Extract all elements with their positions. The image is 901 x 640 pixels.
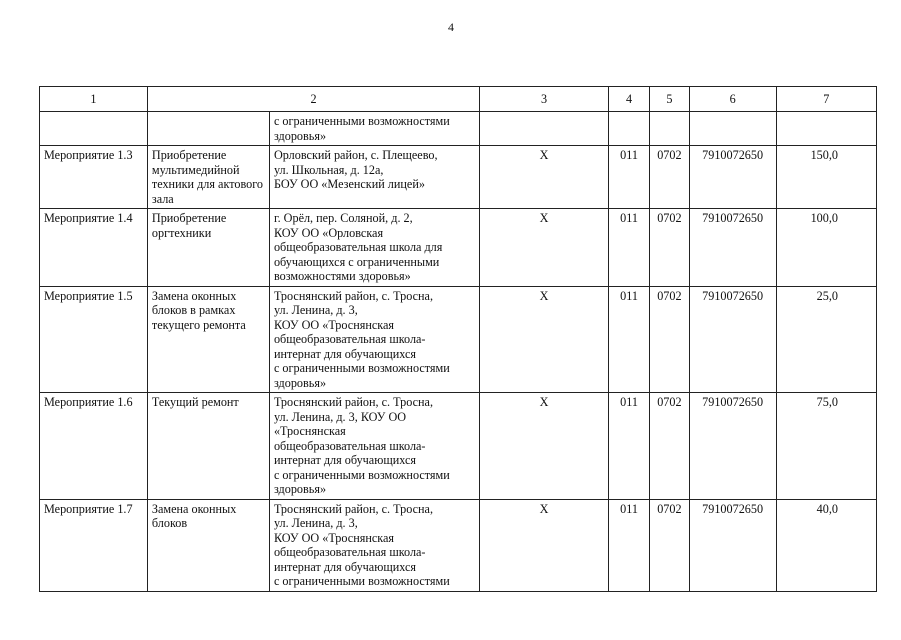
cell-event: Мероприятие 1.5 [40,286,148,393]
cell-csr: 7910072650 [689,286,776,393]
cell-amount: 25,0 [776,286,876,393]
header-cell-1: 1 [40,87,148,112]
cell-grbs: 011 [608,499,649,591]
cell-name: Замена оконных блоков [147,499,269,591]
header-row [40,87,877,112]
cell-name: Замена оконных блоков в рамках текущего ремонта [147,286,269,393]
table-row [40,393,877,500]
header-cell-7: 7 [776,87,876,112]
header-cell-3: 3 [480,87,609,112]
page-number: 4 [448,20,454,34]
cell-address: Троснянский район, с. Тросна, ул. Ленина, д. 3, КОУ ОО «Троснянская общеобразовательная школа- интернат для обучающихся с ограниченными возможностями [269,499,479,591]
cell-mark: Х [480,146,609,209]
header-cell-4: 4 [608,87,649,112]
table-row [40,286,877,393]
cell-csr: 7910072650 [689,393,776,500]
cell-event [40,112,148,146]
table-row [40,209,877,287]
header-cell-5: 5 [650,87,689,112]
cell-event: Мероприятие 1.4 [40,209,148,287]
cell-rzpr: 0702 [650,146,689,209]
cell-grbs: 011 [608,209,649,287]
cell-csr: 7910072650 [689,499,776,591]
cell-amount: 100,0 [776,209,876,287]
cell-rzpr: 0702 [650,286,689,393]
cell-rzpr [650,112,689,146]
cell-event: Мероприятие 1.7 [40,499,148,591]
cell-amount: 40,0 [776,499,876,591]
cell-name: Приобретение оргтехники [147,209,269,287]
table-row [40,146,877,209]
cell-address: Троснянский район, с. Тросна, ул. Ленина, д. 3, КОУ ОО «Троснянская общеобразовательная школа- интернат для обучающихся с ограниченными возможностями здоровья» [269,286,479,393]
cell-amount: 75,0 [776,393,876,500]
cell-event: Мероприятие 1.6 [40,393,148,500]
cell-rzpr: 0702 [650,393,689,500]
cell-grbs: 011 [608,146,649,209]
cell-csr [689,112,776,146]
budget-table [39,86,877,592]
cell-name: Приобретение мультимедийной техники для актового зала [147,146,269,209]
cell-csr: 7910072650 [689,146,776,209]
cell-mark: Х [480,393,609,500]
cell-amount: 150,0 [776,146,876,209]
cell-name: Текущий ремонт [147,393,269,500]
cell-address: Троснянский район, с. Тросна, ул. Ленина, д. 3, КОУ ОО «Троснянская общеобразовательная школа- интернат для обучающихся с ограниченными возможностями здоровья» [269,393,479,500]
cell-mark: Х [480,499,609,591]
cell-csr: 7910072650 [689,209,776,287]
cell-event: Мероприятие 1.3 [40,146,148,209]
cell-amount [776,112,876,146]
cell-rzpr: 0702 [650,209,689,287]
header-cell-2: 2 [147,87,479,112]
cell-grbs: 011 [608,393,649,500]
cell-rzpr: 0702 [650,499,689,591]
continuation-row [40,112,877,146]
cell-grbs [608,112,649,146]
cell-mark: Х [480,209,609,287]
cell-mark: Х [480,286,609,393]
table-row [40,499,877,591]
cell-address: с ограниченными возможностями здоровья» [269,112,479,146]
cell-name [147,112,269,146]
cell-grbs: 011 [608,286,649,393]
cell-address: г. Орёл, пер. Соляной, д. 2, КОУ ОО «Орловская общеобразовательная школа для обучающихся с ограниченными возможностями здоровья» [269,209,479,287]
header-cell-6: 6 [689,87,776,112]
cell-mark [480,112,609,146]
cell-address: Орловский район, с. Плещеево, ул. Школьная, д. 12а, БОУ ОО «Мезенский лицей» [269,146,479,209]
